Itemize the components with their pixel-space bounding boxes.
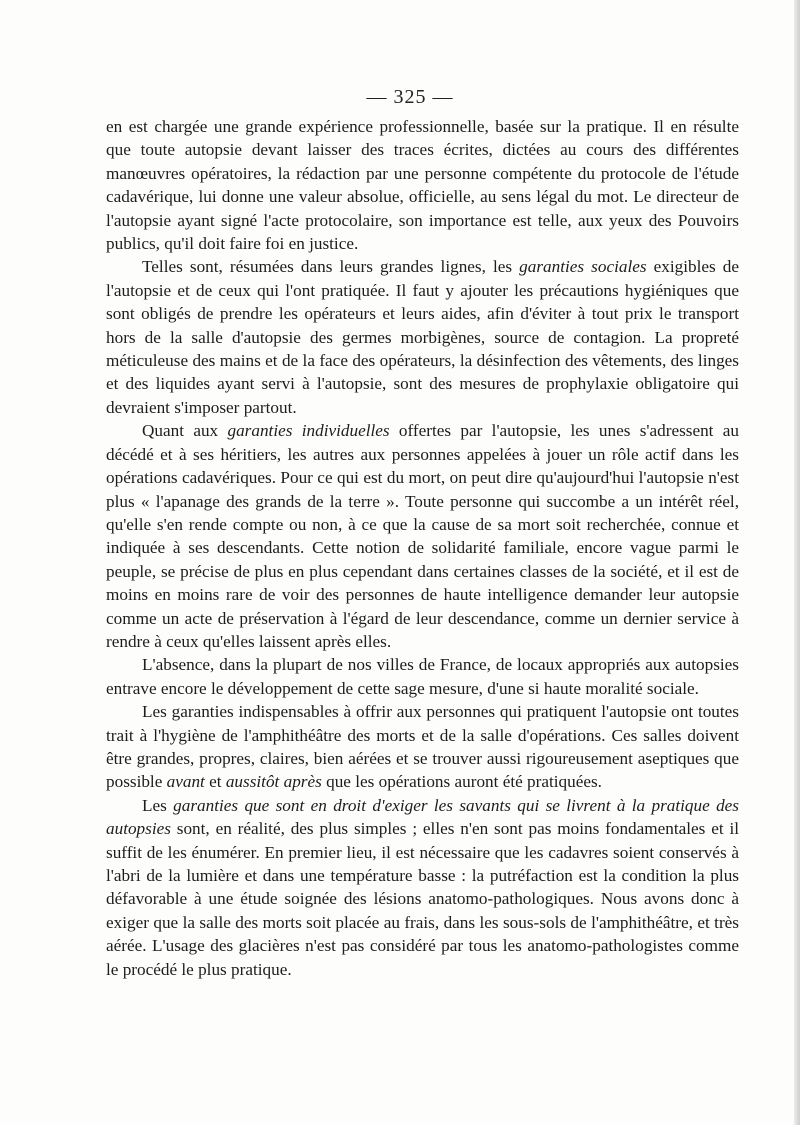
italic-text: garanties individuelles [227,421,390,441]
paragraph [106,255,739,419]
text-run: offertes par l'autopsie, les unes s'adressent au décédé et à ses héritiers, les autres aux personnes appelées à jouer un rôle actif dans les opérations cadavériques. Pour ce qui est du mort, on peut dire qu'aujourd'hui l'autopsie n'est plus « l'apanage des grands de la terre ». Toute personne qui succombe a un intérêt réel, qu'elle s'en rende compte ou non, à ce que la cause de sa mort soit recherchée, connue et indiquée à ses descendants. Cette notion de solidarité familiale, encore vague parmi le peuple, se précise de plus en plus cependant dans certaines classes de la société, et il est de moins en moins rare de voir des personnes de haute intelligence demander leur autopsie comme un acte de préservation à l'égard de leur descendance, comme un dernier service à rendre à ceux qu'elles laissent après elles. [106,421,739,651]
body-text [106,115,739,981]
text-run: Les [142,795,174,815]
paragraph [106,419,739,653]
text-run: que les opérations auront été pratiquées. [321,772,602,792]
paragraph [106,794,739,981]
italic-text: aussitôt après [225,772,322,792]
text-run: en est chargée une grande expérience professionnelle, basée sur la pratique. Il en résulte que toute autopsie devant laisser des traces écrites, dictées au cours des différentes manœuvres opératoires, la rédaction par une personne compétente du protocole de l'étude cadavérique, lui donne une valeur absolue, officielle, au sens légal du mot. Le directeur de l'autopsie ayant signé l'acte protocolaire, son importance est telle, aux yeux des Pouvoirs publics, qu'il doit faire foi en justice. [106,117,739,254]
paragraph [106,653,739,700]
italic-text: garanties sociales [519,257,647,277]
text-run: Telles sont, résumées dans leurs grandes lignes, les [142,257,520,277]
italic-text: garanties que sont en droit d'exiger les savants qui se livrent à la pratique des autopsies [106,795,739,839]
paragraph [106,700,739,794]
text-run: Les garanties indispensables à offrir aux personnes qui pratiquent l'autopsie ont toutes trait à l'hygiène de l'amphithéâtre des morts et de la salle d'opérations. Ces salles doivent être grandes, propres, claires, bien aérées et se trouver aussi rigoureusement aseptiques que possible [106,702,739,792]
text-run: L'absence, dans la plupart de nos villes de France, de locaux appropriés aux autopsies entrave encore le développement de cette sage mesure, d'une si haute moralité sociale. [106,655,739,698]
text-run: Quant aux [142,421,228,441]
page-edge [794,0,800,1125]
text-run: exigibles de l'autopsie et de ceux qui l'ont pratiquée. Il faut y ajouter les précautions hygiéniques que sont obligés de prendre les opérateurs et leurs aides, afin d'éviter à tout prix le transport hors de la salle d'autopsie des germes morbigènes, source de contagion. La propreté méticuleuse des mains et de la face des opérateurs, la désinfection des vêtements, des linges et des liquides ayant servi à l'autopsie, sont des mesures de prophylaxie obligatoire qui devraient s'imposer partout. [106,257,739,417]
italic-text: avant [166,772,205,792]
paragraph [106,115,739,255]
text-run: et [204,772,226,792]
text-run: sont, en réalité, des plus simples ; elles n'en sont pas moins fondamentales et il suffit de les énumérer. En premier lieu, il est nécessaire que les cadavres soient conservés à l'abri de la lumière et dans une température basse : la putréfaction est la condition la plus défavorable à une étude soignée des lésions anatomo-pathologiques. Nous avons donc à exiger que la salle des morts soit placée au frais, dans les sous-sols de l'amphithéâtre, et très aérée. L'usage des glacières n'est pas considéré par tous les anatomo-pathologistes comme le procédé le plus pratique. [106,819,739,979]
page-number: — 325 — [366,86,454,108]
